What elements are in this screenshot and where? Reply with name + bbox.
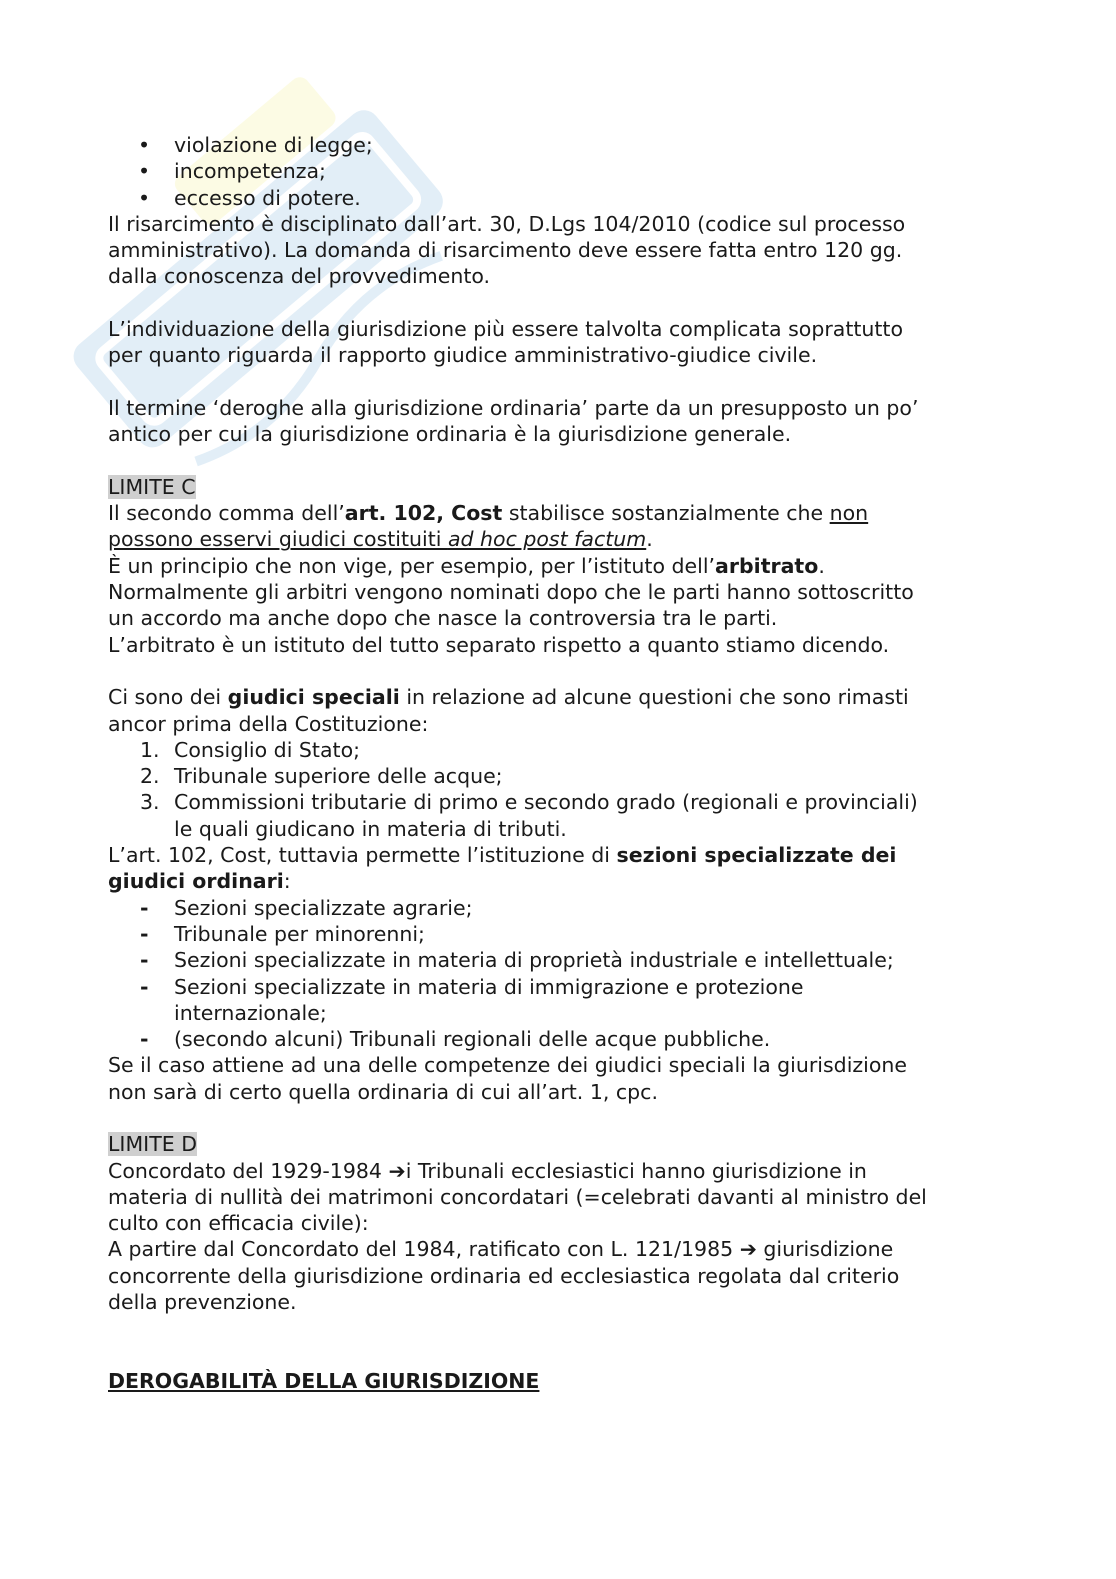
paragraph-line: A partire dal Concordato del 1984, ratificato con L. 121/1985 ➔ giurisdizione [108,1237,894,1262]
paragraph-line: Se il caso attiene ad una delle competenze dei giudici speciali la giurisdizione [108,1053,907,1078]
paragraph-line: concorrente della giurisdizione ordinaria ed ecclesiastica regolata dal criterio [108,1263,900,1288]
dash-item-continuation: internazionale; [174,1000,327,1025]
paragraph-line: L’arbitrato è un istituto del tutto separato rispetto a quanto stiamo dicendo. [108,632,890,657]
paragraph-line: culto con efficacia civile): [108,1211,369,1236]
dash-item: - (secondo alcuni) Tribunali regionali delle acque pubbliche. [140,1027,771,1052]
numbered-item-continuation: le quali giudicano in materia di tributi. [174,816,567,841]
paragraph-line: per quanto riguarda il rapporto giudice amministrativo-giudice civile. [108,343,818,368]
paragraph-line: antico per cui la giurisdizione ordinaria è la giurisdizione generale. [108,422,792,447]
bullet-item: • eccesso di potere. [138,185,361,210]
paragraph-line: possono esservi giudici costituiti ad hoc post factum. [108,527,653,552]
dash-item: - Tribunale per minorenni; [140,921,425,946]
paragraph-line: ancor prima della Costituzione: [108,711,429,736]
numbered-item: 2. Tribunale superiore delle acque; [140,764,503,789]
dash-item: - Sezioni specializzate in materia di proprietà industriale e intellettuale; [140,948,894,973]
paragraph-line: È un principio che non vige, per esempio, per l’istituto dell’arbitrato. [108,553,825,578]
section-title: DEROGABILITÀ DELLA GIURISDIZIONE [108,1368,540,1393]
document-page [108,132,1028,1394]
bullet-item: • violazione di legge; [138,133,373,157]
paragraph-line: amministrativo). La domanda di risarcimento deve essere fatta entro 120 gg. [108,238,903,263]
dash-item: - Sezioni specializzate agrarie; [140,895,473,920]
limite-c-heading: LIMITE C [108,474,196,499]
paragraph-line: Normalmente gli arbitri vengono nominati dopo che le parti hanno sottoscritto [108,580,914,605]
paragraph-line: Concordato del 1929-1984 ➔i Tribunali ecclesiastici hanno giurisdizione in [108,1158,867,1183]
paragraph-line: L’art. 102, Cost, tuttavia permette l’istituzione di sezioni specializzate dei [108,843,897,868]
paragraph-line: Il secondo comma dell’art. 102, Cost stabilisce sostanzialmente che non [108,501,869,526]
paragraph-line: materia di nullità dei matrimoni concordatari (=celebrati davanti al ministro del [108,1184,927,1209]
paragraph-line: della prevenzione. [108,1290,297,1315]
paragraph-line: dalla conoscenza del provvedimento. [108,264,491,289]
arrow-right-icon: ➔ [388,1158,406,1183]
paragraph-line: Ci sono dei giudici speciali in relazione ad alcune questioni che sono rimasti [108,685,909,710]
numbered-item: 1. Consiglio di Stato; [140,737,361,762]
paragraph-line: Il risarcimento è disciplinato dall’art. 30, D.Lgs 104/2010 (codice sul processo [108,211,906,236]
limite-d-heading: LIMITE D [108,1132,197,1157]
paragraph-line: L’individuazione della giurisdizione più essere talvolta complicata soprattutto [108,317,904,342]
paragraph-line: Il termine ‘deroghe alla giurisdizione ordinaria’ parte da un presupposto un po’ [108,395,919,420]
bullet-item: • incompetenza; [138,159,326,184]
paragraph-line: giudici ordinari: [108,869,291,894]
arrow-right-icon: ➔ [739,1237,757,1262]
dash-item: - Sezioni specializzate in materia di immigrazione e protezione [140,974,804,999]
paragraph-line: un accordo ma anche dopo che nasce la controversia tra le parti. [108,606,778,631]
paragraph-line: non sarà di certo quella ordinaria di cui all’art. 1, cpc. [108,1079,658,1104]
numbered-item: 3. Commissioni tributarie di primo e secondo grado (regionali e provinciali) [140,790,918,815]
